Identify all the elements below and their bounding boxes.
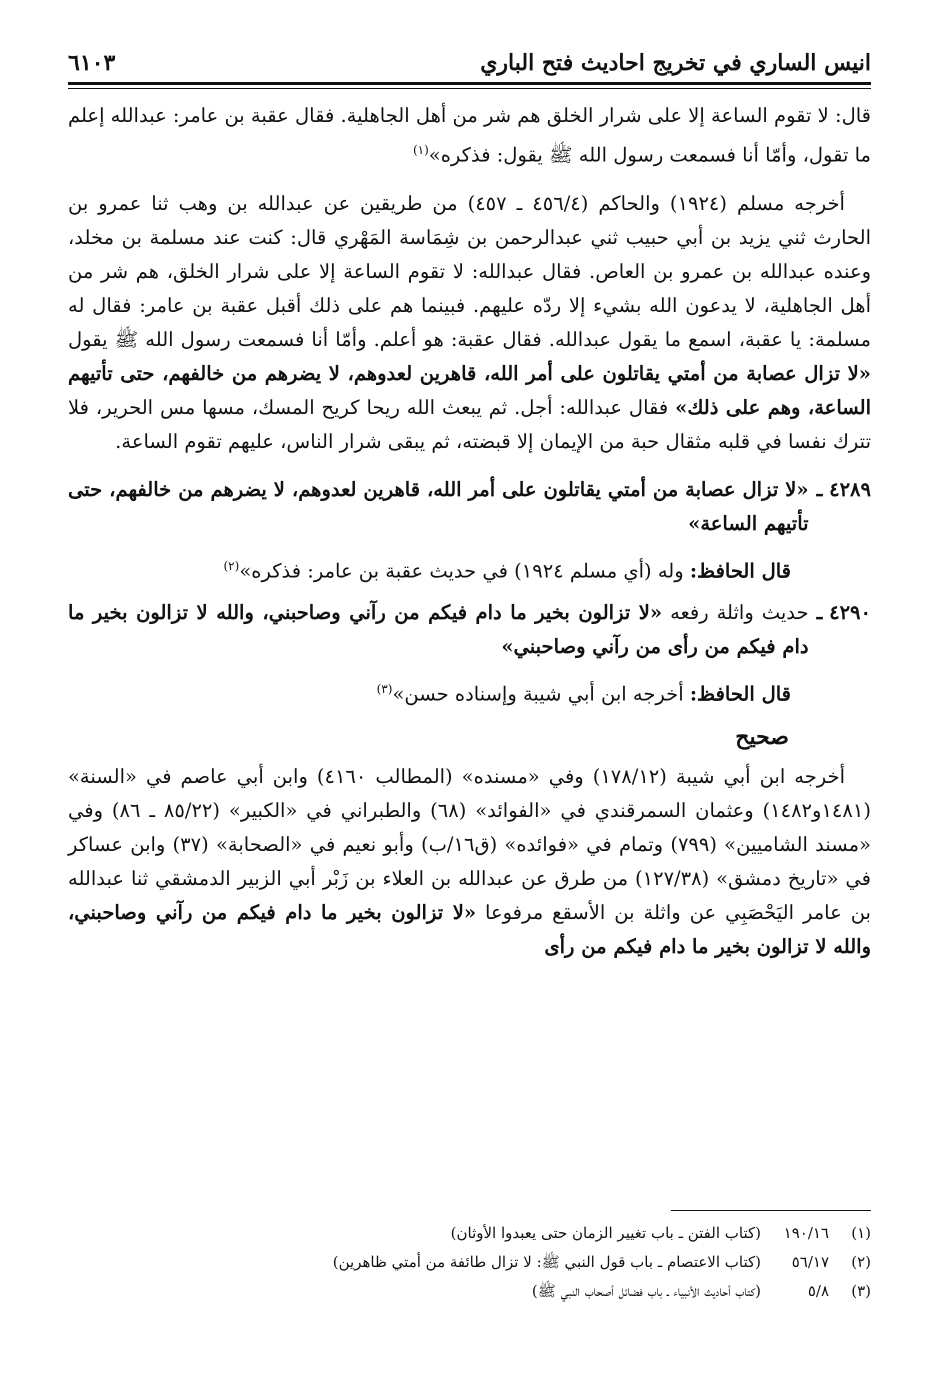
footnote-2 [68,1248,871,1277]
paragraph-1 [68,99,871,173]
paragraph-3 [68,760,871,964]
paragraph-2-hadith-quote: «لا تزال عصابة من أمتي يقاتلون على أمر الله، قاهرين لعدوهم، لا يضرهم من خالفهم، حتى تأتيهم الساعة، وهم على ذلك» [68,361,872,419]
hadith-number: ٤٢٨٩ ـ [816,477,871,501]
footnote-ref-1[interactable]: (١) [412,143,429,157]
footnotes [68,1210,871,1306]
header-title: انيس الساري في تخريج احاديث فتح الباري [480,50,871,76]
hadith-text: «لا تزالون بخير ما دام فيكم من رآني وصاحبني، والله لا تزالون بخير ما دام فيكم من رأى من رآني وصاحبني» [68,601,809,658]
page-number: ٦١٠٣ [68,50,116,76]
footnote-reference: ٥٦/١٧ [791,1253,829,1271]
footnote-ref-3[interactable]: (٣) [376,682,393,696]
footnote-number: (٣) [851,1282,871,1300]
hadith-4289 [68,473,871,541]
footnote-3 [68,1277,871,1306]
hadith-text: «لا تزال عصابة من أمتي يقاتلون على أمر الله، قاهرين لعدوهم، لا يضرهم من خالفهم، حتى تأتيهم الساعة» [68,477,809,535]
footnote-reference: ٥/٨ [807,1282,829,1300]
hafidh-label: قال الحافظ: [689,559,791,582]
footnote-1 [68,1219,871,1248]
header-rule-thick [68,82,871,85]
hadith-prefix: حديث واثلة رفعه [670,601,809,624]
paragraph-2 [68,187,871,459]
hadith-4290 [68,596,871,664]
paragraph-2-text-b: فقال عبدالله: أجل. ثم يبعث الله ريحا كريح المسك، مسها مس الحرير، فلا تترك نفسا في قلبه مثقال حبة من الإيمان إلا قبضته، ثم يبقى شرار الناس، عليهم تقوم الساعة. [68,395,871,453]
hafidh-text: أخرجه ابن أبي شيبة وإسناده حسن» [392,682,684,706]
grade-heading: صحيح [735,723,789,750]
header-rule-thin [68,88,871,89]
paragraph-3-text: أخرجه ابن أبي شيبة (١٧٨/١٢) وفي «مسنده» (المطالب ٤١٦٠) وابن أبي عاصم في «السنة» (١٤٨١و١٤٨٢) وعثمان السمرقندي في «الفوائد» (٦٨) والطبراني في «الكبير» (٨٥/٢٢ ـ ٨٦) وفي «مسند الشاميين» (٧٩٩) وتمام في «فوائده» (ق١٦/ب) وأبو نعيم في «الصحابة» (٣٧) وابن عساكر في «تاريخ دمشق» (١٢٧/٣٨) من طرق عن عبدالله بن العلاء بن زَبْر أبي الزبير الدمشقي ثنا عبدالله بن عامر اليَحْصَبِي عن واثلة بن الأسقع مرفوعا [68,764,871,924]
hafidh-label: قال الحافظ: [689,682,791,706]
footnote-text: (كتاب الاعتصام ـ باب قول النبي ﷺ: لا تزال طائفة من أمتي ظاهرين) [332,1253,761,1271]
paragraph-3-hadith-quote: «لا تزالون بخير ما دام فيكم من رآني وصاحبني، والله لا تزالون بخير ما دام فيكم من رأى [68,900,871,958]
hadith-number: ٤٢٩٠ ـ [816,601,871,624]
hafidh-text: وله (أي مسلم ١٩٢٤) في حديث عقبة بن عامر: فذكره» [239,559,684,582]
paragraph-1-text: قال: لا تقوم الساعة إلا على شرار الخلق هم شر من أهل الجاهلية. فقال عقبة بن عامر: عبدالله إعلم ما تقول، وأمّا أنا فسمعت رسول الله ﷺ يقول: فذكره» [68,104,871,167]
footnote-number: (٢) [851,1253,871,1271]
footnote-text: (كتاب أحاديث الأنبياء ـ باب فضائل أصحاب النبي ﷺ) [531,1282,761,1300]
footnote-text: (كتاب الفتن ـ باب تغيير الزمان حتى يعبدوا الأوثان) [450,1224,761,1242]
footnote-number: (١) [851,1224,871,1242]
footnote-ref-2[interactable]: (٢) [223,558,240,573]
footnote-separator [671,1210,871,1211]
running-header [68,50,871,80]
paragraph-2-text-a: أخرجه مسلم (١٩٢٤) والحاكم (٤٥٦/٤ ـ ٤٥٧) من طريقين عن عبدالله بن وهب ثنا عمرو بن الحارث ثني يزيد بن أبي حبيب ثني عبدالرحمن بن شِمَاسة المَهْري قال: كنت عند مسلمة بن مخلد، وعنده عبدالله بن عمرو بن العاص. فقال عبدالله: لا تقوم الساعة إلا على شرار الخلق، هم شر من أهل الجاهلية، لا يدعون الله بشيء إلا ردّه عليهم. فبينما هم على ذلك أقبل عقبة بن عامر: فقال له مسلمة: يا عقبة، اسمع ما يقول عبدالله. فقال عقبة: هو أعلم. وأمّا أنا فسمعت رسول الله ﷺ يقول [68,191,871,351]
hafidh-note-4289 [68,549,791,589]
footnote-reference: ١٩٠/١٦ [783,1224,829,1242]
hafidh-note-4290 [68,672,791,712]
